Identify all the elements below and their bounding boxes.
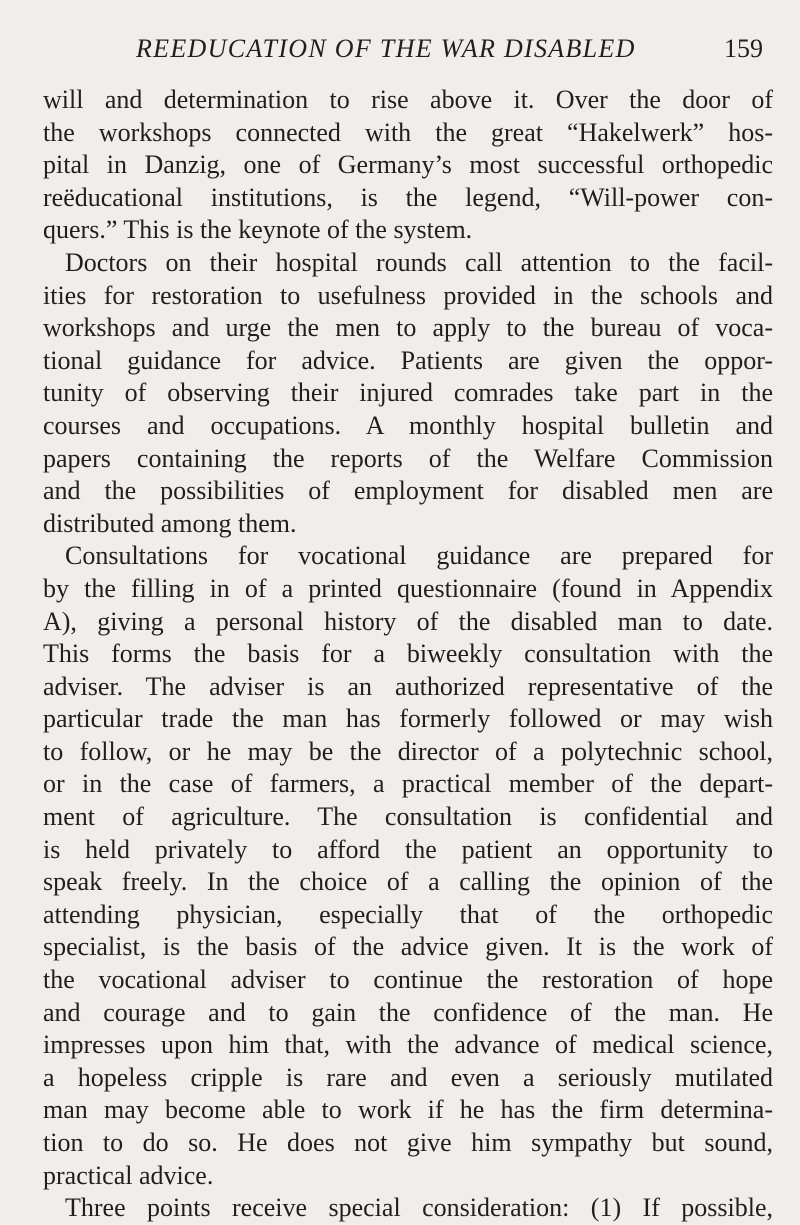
text-line: man may become able to work if he has the firm determina- (43, 1095, 773, 1125)
page-number: 159 (724, 34, 763, 63)
text-line: tional guidance for advice. Patients are given the oppor- (43, 345, 773, 375)
text-line: and the possibilities of employment for disabled men are (43, 476, 773, 506)
text-line: Doctors on their hospital rounds call attention to the facil- (65, 247, 773, 277)
text-line: a hopeless cripple is rare and even a seriously mutilated (43, 1062, 773, 1092)
text-line: or in the case of farmers, a practical member of the depart- (43, 769, 773, 799)
text-line: the workshops connected with the great “Hakelwerk” hos- (43, 117, 773, 147)
text-line: reëducational institutions, is the legend, “Will-power con- (43, 182, 773, 212)
text-line: to follow, or he may be the director of a polytechnic school, (43, 736, 773, 766)
text-line: attending physician, especially that of the orthopedic (43, 899, 773, 929)
text-line: the vocational adviser to continue the restoration of hope (43, 965, 773, 995)
text-line: tion to do so. He does not give him sympathy but sound, (43, 1128, 773, 1157)
text-line: distributed among them. (43, 508, 297, 538)
text-line: A), giving a personal history of the disabled man to date. (43, 606, 773, 636)
text-line: specialist, is the basis of the advice given. It is the work of (43, 932, 773, 962)
body-text (43, 84, 773, 1225)
text-line: is held privately to afford the patient an opportunity to (43, 834, 773, 864)
text-line: adviser. The adviser is an authorized representative of the (43, 671, 773, 701)
text-line: impresses upon him that, with the advance of medical science, (43, 1030, 773, 1060)
text-line: This forms the basis for a biweekly consultation with the (43, 639, 773, 669)
text-line: papers containing the reports of the Welfare Commission (43, 443, 773, 473)
text-line: quers.” This is the keynote of the system. (43, 215, 473, 245)
text-line: courses and occupations. A monthly hospital bulletin and (43, 410, 773, 440)
text-line: practical advice. (43, 1160, 214, 1190)
running-title: REEDUCATION OF THE WAR DISABLED (136, 34, 636, 63)
running-head (0, 34, 800, 74)
text-line: speak freely. In the choice of a calling the opinion of the (43, 867, 773, 897)
text-line: tunity of observing their injured comrades take part in the (43, 378, 773, 408)
text-line: will and determination to rise above it. Over the door of (43, 85, 773, 114)
text-line: Consultations for vocational guidance are prepared for (65, 541, 773, 571)
text-line: ities for restoration to usefulness provided in the schools and (43, 280, 773, 310)
text-line: ment of agriculture. The consultation is confidential and (43, 802, 773, 832)
text-line: particular trade the man has formerly followed or may wish (43, 704, 773, 734)
text-line: by the filling in of a printed questionnaire (found in Appendix (43, 573, 773, 603)
text-line: Three points receive special consideration: (1) If possible, (65, 1193, 773, 1223)
text-line: workshops and urge the men to apply to the bureau of voca- (43, 313, 773, 343)
text-line: pital in Danzig, one of Germany’s most successful orthopedic (43, 150, 773, 180)
text-line: and courage and to gain the confidence of the man. He (43, 997, 773, 1027)
